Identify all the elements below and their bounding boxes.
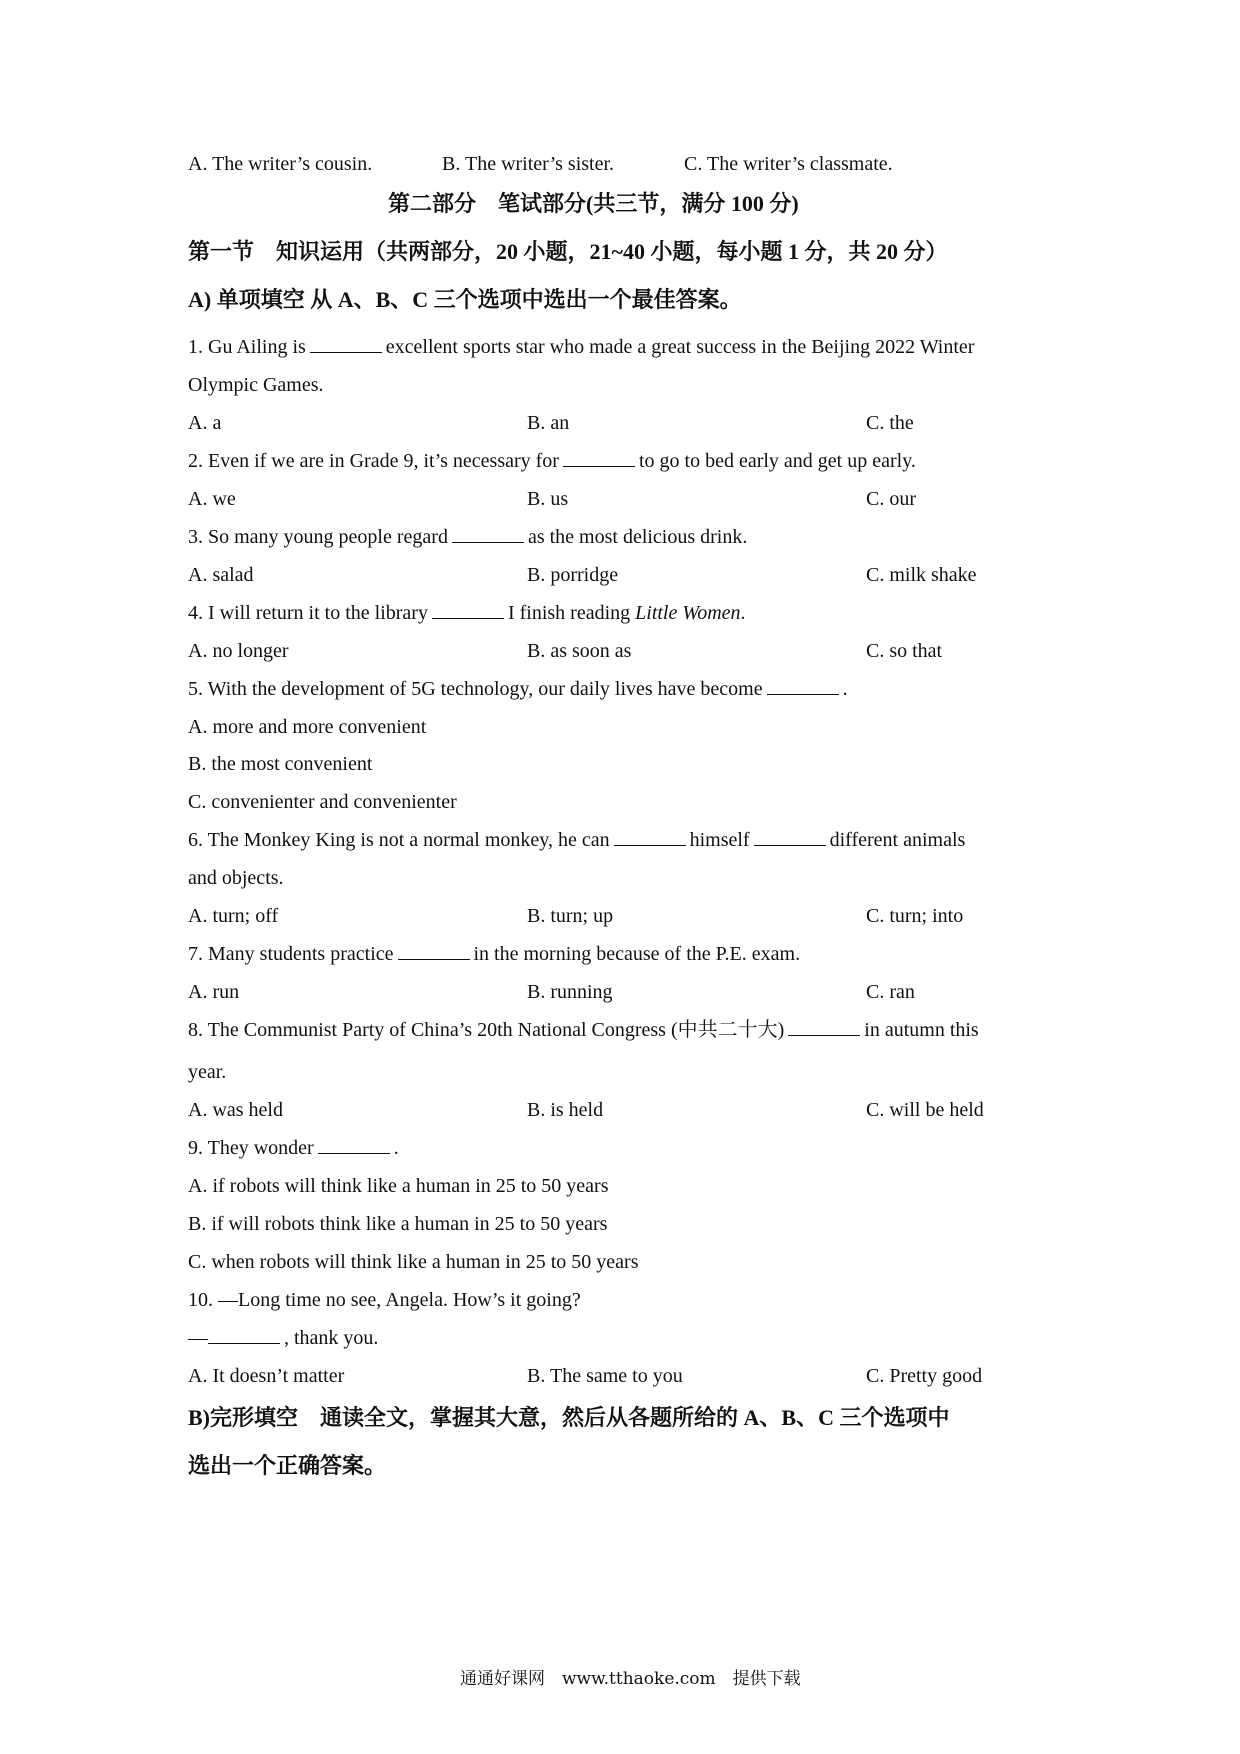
q9-option-a: A. if robots will think like a human in 25 to 50 years: [188, 1175, 609, 1197]
prev-option-a: A. The writer’s cousin.: [188, 153, 373, 175]
q10-option-c: C. Pretty good: [866, 1365, 983, 1387]
q7-option-b: B. running: [527, 981, 613, 1003]
answer-blank: [767, 676, 839, 695]
q3-option-b: B. porridge: [527, 564, 619, 586]
section1-title: 第一节 知识运用（共两部分，20 小题，21~40 小题，每小题 1 分，共 20 分）: [188, 239, 948, 264]
question-8: 8. The Communist Party of China’s 20th National Congress (中共二十大) in autumn this: [188, 1019, 979, 1041]
question-1-cont: Olympic Games.: [188, 374, 324, 396]
question-3: 3. So many young people regard as the most delicious drink.: [188, 526, 748, 548]
q7-option-c: C. ran: [866, 981, 915, 1003]
q2-option-c: C. our: [866, 488, 916, 510]
q9-option-c: C. when robots will think like a human in 25 to 50 years: [188, 1251, 639, 1273]
q5-option-c: C. convenienter and convenienter: [188, 791, 457, 813]
answer-blank: [432, 600, 504, 619]
answer-blank: [318, 1135, 390, 1154]
q4-option-a: A. no longer: [188, 640, 289, 662]
q8-option-a: A. was held: [188, 1099, 283, 1121]
q1-option-a: A. a: [188, 412, 222, 434]
question-8-cont: year.: [188, 1061, 227, 1083]
question-9: 9. They wonder .: [188, 1137, 399, 1159]
q4-option-c: C. so that: [866, 640, 943, 662]
question-10-reply: — , thank you.: [188, 1327, 379, 1349]
q6-option-a: A. turn; off: [188, 905, 279, 927]
q8-option-c: C. will be held: [866, 1099, 984, 1121]
question-5: 5. With the development of 5G technology, our daily lives have become .: [188, 678, 848, 700]
question-1: 1. Gu Ailing is excellent sports star who made a great success in the Beijing 2022 Winter: [188, 336, 975, 358]
book-title: Little Women: [635, 602, 741, 624]
answer-blank: [788, 1017, 860, 1036]
q4-option-b: B. as soon as: [527, 640, 632, 662]
prev-option-c: C. The writer’s classmate.: [684, 153, 893, 175]
q2-option-b: B. us: [527, 488, 569, 510]
q6-option-c: C. turn; into: [866, 905, 964, 927]
q10-option-a: A. It doesn’t matter: [188, 1365, 345, 1387]
q8-option-b: B. is held: [527, 1099, 604, 1121]
q2-option-a: A. we: [188, 488, 236, 510]
q7-option-a: A. run: [188, 981, 240, 1003]
answer-blank: [208, 1325, 280, 1344]
partB-title: B)完形填空 通读全文，掌握其大意，然后从各题所给的 A、B、C 三个选项中: [188, 1405, 950, 1430]
question-10: 10. —Long time no see, Angela. How’s it going?: [188, 1289, 581, 1311]
question-4: 4. I will return it to the library I finish reading Little Women.: [188, 602, 746, 624]
answer-blank: [614, 827, 686, 846]
answer-blank: [563, 448, 635, 467]
question-2: 2. Even if we are in Grade 9, it’s necessary for to go to bed early and get up early.: [188, 450, 916, 472]
partB-title-cont: 选出一个正确答案。: [188, 1453, 387, 1478]
question-6-cont: and objects.: [188, 867, 284, 889]
q3-option-c: C. milk shake: [866, 564, 977, 586]
q1-option-c: C. the: [866, 412, 914, 434]
q3-option-a: A. salad: [188, 564, 254, 586]
q10-option-b: B. The same to you: [527, 1365, 683, 1387]
part2-title: 第二部分 笔试部分(共三节，满分 100 分): [388, 191, 799, 216]
question-6: 6. The Monkey King is not a normal monkey, he can himself different animals: [188, 829, 966, 851]
q1-option-b: B. an: [527, 412, 570, 434]
q5-option-b: B. the most convenient: [188, 753, 373, 775]
q6-option-b: B. turn; up: [527, 905, 614, 927]
answer-blank: [754, 827, 826, 846]
prev-option-b: B. The writer’s sister.: [442, 153, 615, 175]
answer-blank: [398, 941, 470, 960]
partA-title: A) 单项填空 从 A、B、C 三个选项中选出一个最佳答案。: [188, 287, 742, 312]
answer-blank: [310, 334, 382, 353]
q9-option-b: B. if will robots think like a human in 25 to 50 years: [188, 1213, 608, 1235]
q5-option-a: A. more and more convenient: [188, 716, 427, 738]
footer-source: 通通好课网 www.tthaoke.com 提供下载: [460, 1669, 801, 1689]
answer-blank: [452, 524, 524, 543]
question-7: 7. Many students practice in the morning because of the P.E. exam.: [188, 943, 801, 965]
